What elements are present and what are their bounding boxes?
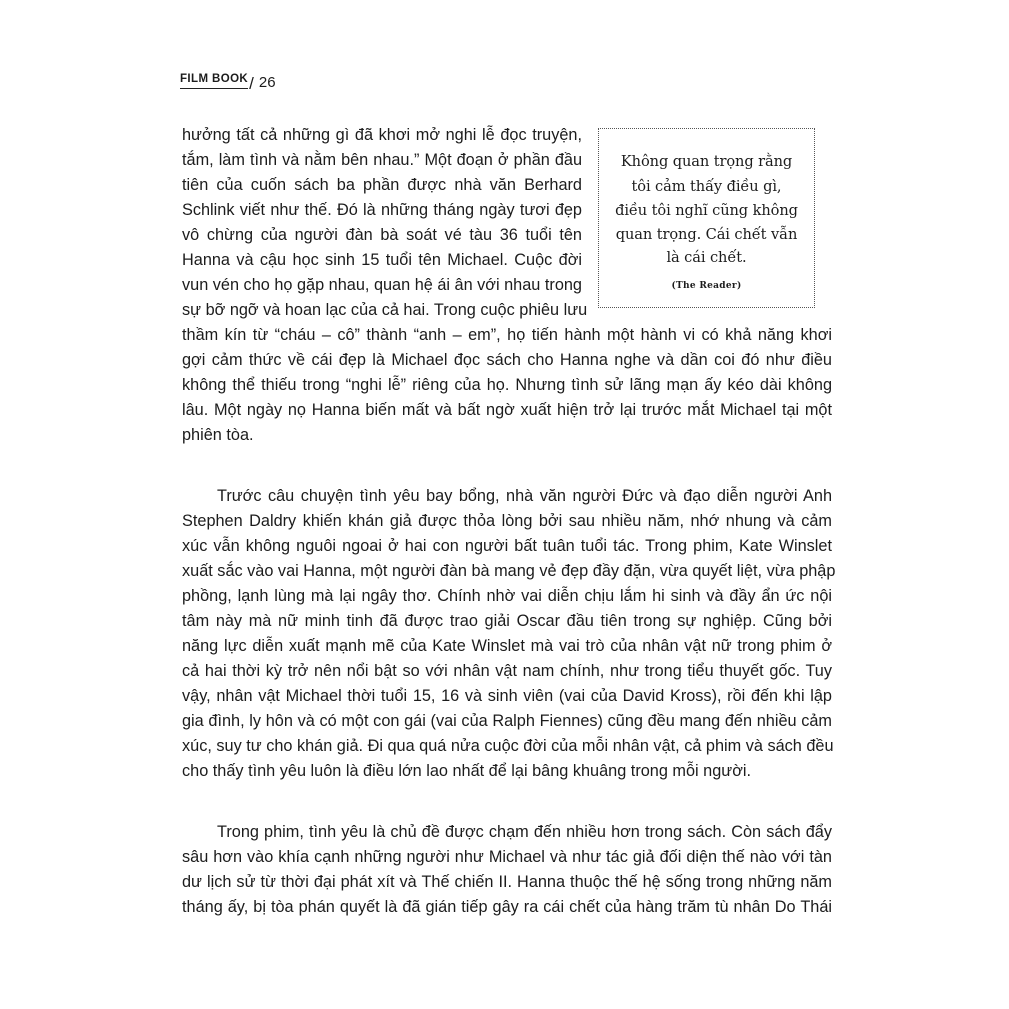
page-number: 26 xyxy=(258,74,276,91)
body-line: vun vén cho họ gặp nhau, quan hệ ái ân với nhau trong xyxy=(182,276,582,294)
body-line: không thể thiếu trong “nghi lễ” riêng của họ. Nhưng tình sử lãng mạn ấy kéo dài không xyxy=(182,376,832,394)
body-line: phồng, lạnh lùng mà lại ngây thơ. Chính nhờ vai diễn chịu lắm hi sinh và đầy ẩn ức nội xyxy=(182,587,832,605)
header-separator: / xyxy=(249,74,254,93)
body-line: tháng ấy, bị tòa phán quyết là đã gián tiếp gây ra cái chết của hàng trăm tù nhân Do Thái xyxy=(182,898,832,916)
body-line: tắm, làm tình và nằm bên nhau.” Một đoạn ở phần đầu xyxy=(182,151,582,169)
body-line: Trong phim, tình yêu là chủ đề được chạm đến nhiều hơn trong sách. Còn sách đẩy xyxy=(217,823,832,841)
body-line: thầm kín từ “cháu – cô” thành “anh – em”, họ tiến hành một hành vi có khả năng khơi xyxy=(182,326,832,344)
pull-quote-line: Không quan trọng rằng xyxy=(620,153,793,170)
body-line: Schlink viết như thế. Đó là những tháng ngày tươi đẹp xyxy=(182,201,582,219)
body-line: hưởng tất cả những gì đã khơi mở nghi lễ đọc truyện, xyxy=(182,126,582,144)
body-line: sự bỡ ngỡ và hoan lạc của cả hai. Trong cuộc phiêu lưu xyxy=(182,301,588,319)
body-line: năng lực diễn xuất mạnh mẽ của Kate Winslet mà vai trò của nhân vật nữ trong phim ở xyxy=(182,637,832,655)
body-line: cả hai thời kỳ trở nên nổi bật so với nhân vật nam chính, như trong tiểu thuyết gốc. Tuy xyxy=(182,662,832,680)
body-line: phiên tòa. xyxy=(182,426,254,444)
body-line: Trước câu chuyện tình yêu bay bổng, nhà văn người Đức và đạo diễn người Anh xyxy=(217,487,832,505)
body-line: gợi cảm thức về cái đẹp là Michael đọc sách cho Hanna nghe và dần coi đó như điều xyxy=(182,351,832,369)
body-line: sâu hơn vào khía cạnh những người như Michael và như tác giả đối diện thế nào với tàn xyxy=(182,848,832,866)
body-line: vậy, nhân vật Michael thời tuổi 15, 16 và sinh viên (vai của David Kross), rồi đến khi lập xyxy=(182,687,832,705)
body-line: Hanna và cậu học sinh 15 tuổi tên Michael. Cuộc đời xyxy=(182,251,582,269)
body-line: xúc, suy tư cho khán giả. Đi qua quá nửa cuộc đời của mỗi nhân vật, cả phim và sách đều xyxy=(182,737,834,755)
body-line: lâu. Một ngày nọ Hanna biến mất và bất ngờ xuất hiện trở lại trước mắt Michael tại một xyxy=(182,401,832,419)
pull-quote-line: tôi cảm thấy điều gì, xyxy=(631,178,782,195)
body-line: Stephen Daldry khiến khán giả được thỏa lòng bởi sau nhiều năm, nhớ nhung và cảm xyxy=(182,512,832,530)
body-line: xúc vẫn không nguôi ngoai ở hai con người bất tuân tuổi tác. Trong phim, Kate Winslet xyxy=(182,537,832,555)
pull-quote-line: quan trọng. Cái chết vẫn xyxy=(615,226,798,243)
body-line: xuất sắc vào vai Hanna, một người đàn bà mang vẻ đẹp đầy đặn, vừa quyết liệt, vừa phập xyxy=(182,562,836,580)
body-line: tiên của cuốn sách ba phần được nhà văn Berhard xyxy=(182,176,582,194)
body-line: gia đình, ly hôn và có một con gái (vai của Ralph Fiennes) cũng đều mang đến nhiều cảm xyxy=(182,712,832,730)
pull-quote-source: (The Reader) xyxy=(671,281,742,291)
body-line: cho thấy tình yêu luôn là điều lớn lao nhất để lại bâng khuâng trong mỗi người. xyxy=(182,762,752,780)
body-line: tâm này mà nữ minh tinh đã được trao giải Oscar đầu tiên trong sự nghiệp. Cũng bởi xyxy=(182,612,832,630)
section-title: FILM BOOK xyxy=(180,73,248,89)
body-line: dư lịch sử từ thời đại phát xít và Thế chiến II. Hanna thuộc thế hệ sống trong những năm xyxy=(182,873,832,891)
pull-quote-box xyxy=(598,128,815,308)
body-line: vô chừng của người đàn bà soát vé tàu 36 tuổi tên xyxy=(182,226,582,244)
pull-quote-line: là cái chết. xyxy=(666,249,747,266)
running-header xyxy=(180,72,276,93)
pull-quote-line: điều tôi nghĩ cũng không xyxy=(615,202,798,219)
